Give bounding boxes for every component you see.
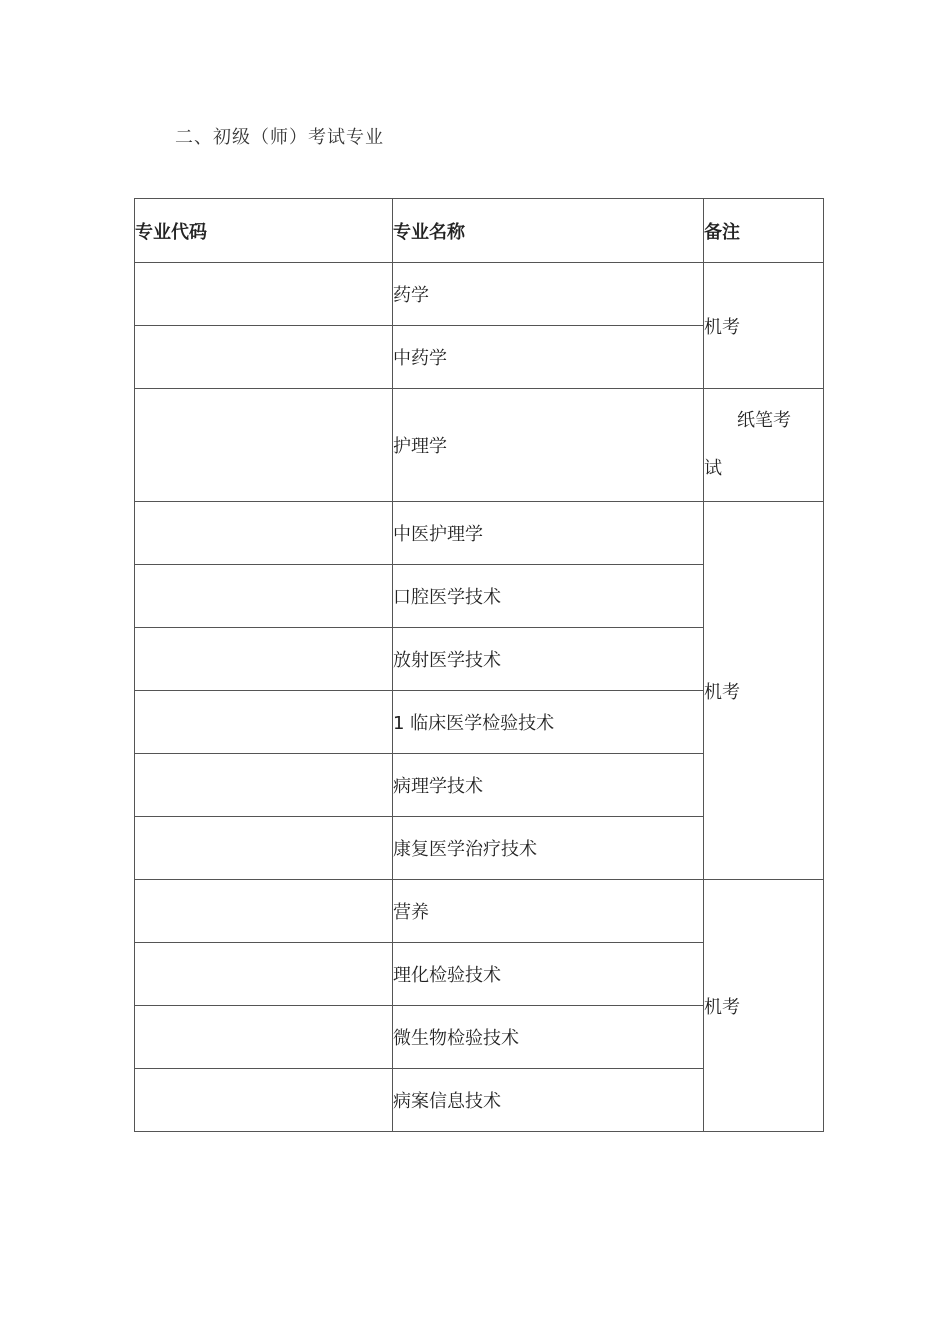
table-row bbox=[135, 263, 824, 326]
specialty-code-cell bbox=[135, 389, 393, 502]
remarks-cell bbox=[704, 389, 824, 502]
specialty-name-cell: 康复医学治疗技术 bbox=[393, 817, 704, 880]
specialty-code-cell bbox=[135, 565, 393, 628]
specialty-code-cell bbox=[135, 1069, 393, 1132]
remarks-line: 纸笔考 bbox=[737, 410, 791, 431]
specialty-name-cell: 病理学技术 bbox=[393, 754, 704, 817]
specialty-name-cell: 病案信息技术 bbox=[393, 1069, 704, 1132]
specialty-name-cell: 营养 bbox=[393, 880, 704, 943]
specialty-code-cell bbox=[135, 880, 393, 943]
specialty-name-cell: 微生物检验技术 bbox=[393, 1006, 704, 1069]
header-specialty-name: 专业名称 bbox=[393, 199, 704, 263]
remarks-line: 试 bbox=[704, 458, 722, 479]
table-header-row bbox=[135, 199, 824, 263]
specialty-code-cell bbox=[135, 943, 393, 1006]
specialty-code-cell bbox=[135, 817, 393, 880]
specialty-code-cell bbox=[135, 754, 393, 817]
specialty-name-cell: 药学 bbox=[393, 263, 704, 326]
specialty-name-cell: 口腔医学技术 bbox=[393, 565, 704, 628]
remarks-cell: 机考 bbox=[704, 502, 824, 880]
specialty-code-cell bbox=[135, 326, 393, 389]
specialty-code-cell bbox=[135, 1006, 393, 1069]
specialty-code-cell bbox=[135, 628, 393, 691]
header-specialty-code: 专业代码 bbox=[135, 199, 393, 263]
remarks-cell: 机考 bbox=[704, 880, 824, 1132]
table-row bbox=[135, 502, 824, 565]
table-row bbox=[135, 389, 824, 502]
exam-specialty-table bbox=[134, 198, 824, 1132]
header-remarks: 备注 bbox=[704, 199, 824, 263]
specialty-name-cell: 1 临床医学检验技术 bbox=[393, 691, 704, 754]
specialty-name-cell: 护理学 bbox=[393, 389, 704, 502]
specialty-code-cell bbox=[135, 691, 393, 754]
remarks-cell: 机考 bbox=[704, 263, 824, 389]
specialty-name-cell: 中药学 bbox=[393, 326, 704, 389]
table-row bbox=[135, 880, 824, 943]
section-heading: 二、初级（师）考试专业 bbox=[175, 127, 384, 148]
specialty-name-cell: 理化检验技术 bbox=[393, 943, 704, 1006]
specialty-name-cell: 放射医学技术 bbox=[393, 628, 704, 691]
specialty-code-cell bbox=[135, 502, 393, 565]
specialty-name-cell: 中医护理学 bbox=[393, 502, 704, 565]
specialty-code-cell bbox=[135, 263, 393, 326]
